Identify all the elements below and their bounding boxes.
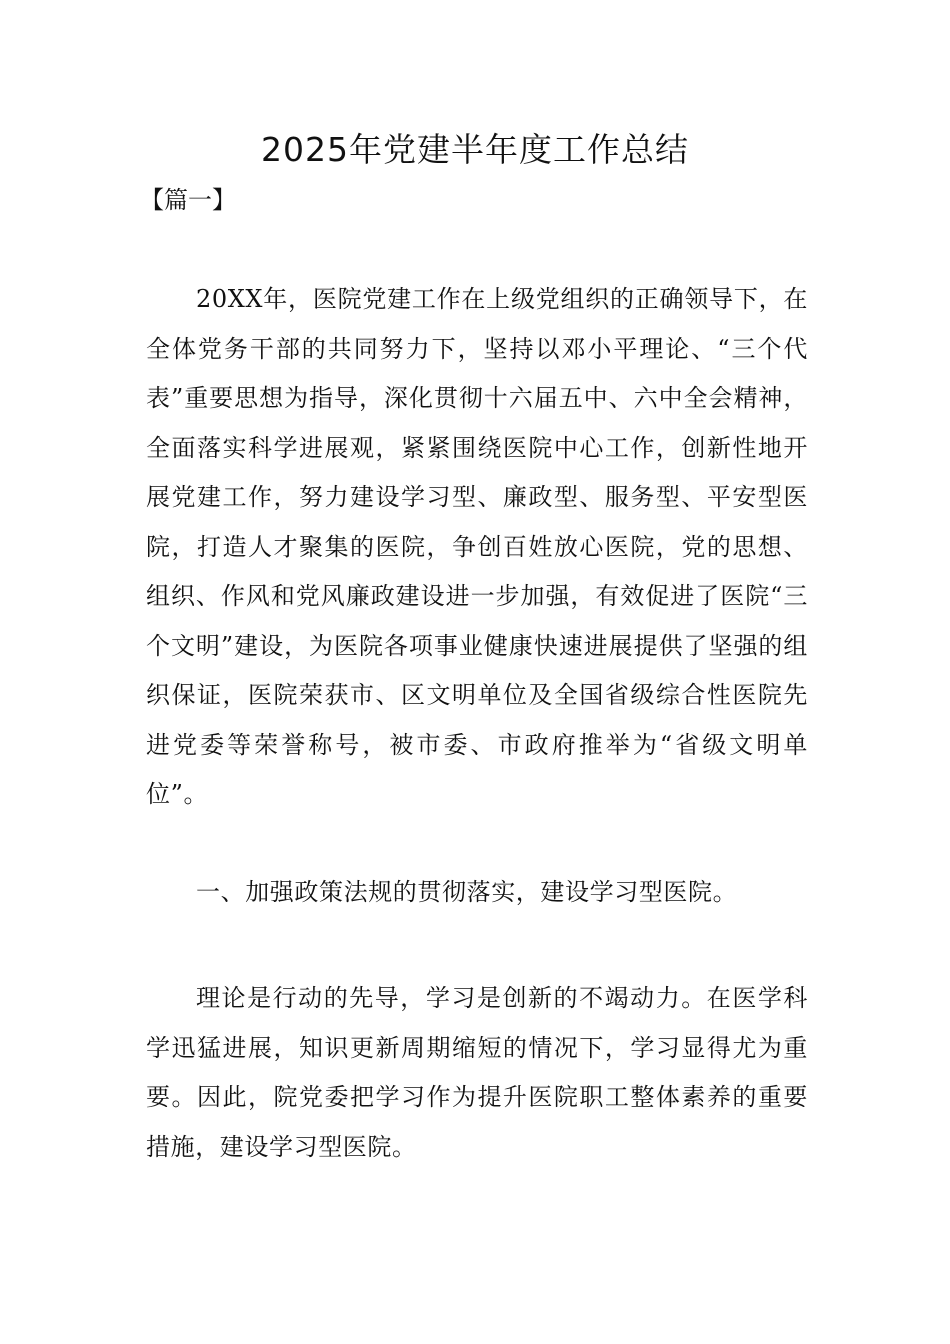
body-paragraph-1: 20XX年，医院党建工作在上级党组织的正确领导下，在全体党务干部的共同努力下，坚持以邓小平理论、“三个代表”重要思想为指导，深化贯彻十六届五中、六中全会精神，全面落实科学进展观，紧紧围绕医院中心工作，创新性地开展党建工作，努力建设学习型、廉政型、服务型、平安型医院，打造人才聚集的医院，争创百姓放心医院，党的思想、组织、作风和党风廉政建设进一步加强，有效促进了医院“三个文明”建设，为医院各项事业健康快速进展提供了坚强的组织保证，医院荣获市、区文明单位及全国省级综合性医院先进党委等荣誉称号，被市委、市政府推举为“省级文明单位”。 xyxy=(146,285,808,808)
section-label: 【篇一】 xyxy=(140,186,236,214)
document-title: 2025年党建半年度工作总结 xyxy=(261,130,689,169)
section-heading-1: 一、加强政策法规的贯彻落实，建设学习型医院。 xyxy=(196,878,738,906)
body-paragraph-2: 理论是行动的先导，学习是创新的不竭动力。在医学科学迅猛进展，知识更新周期缩短的情况下，学习显得尤为重要。因此，院党委把学习作为提升医院职工整体素养的重要措施，建设学习型医院。 xyxy=(146,984,808,1161)
